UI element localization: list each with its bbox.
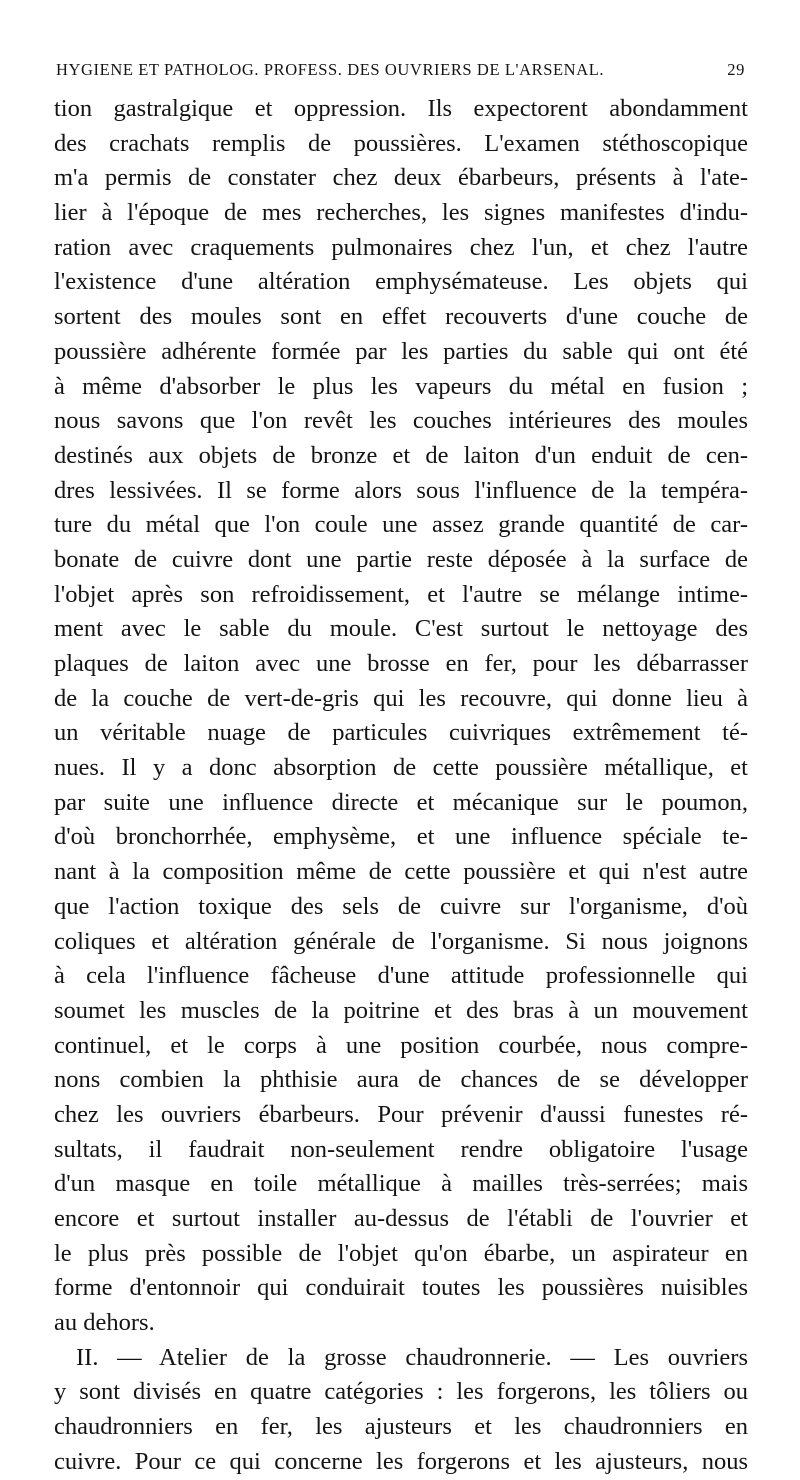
text-line: y sont divisés en quatre catégories : les forgerons, les tôliers ou — [54, 1378, 748, 1406]
running-head-title: HYGIENE ET PATHOLOG. PROFESS. DES OUVRIERS DE L'ARSENAL. — [56, 60, 605, 79]
text-line: cuivre. Pour ce qui concerne les forgerons et les ajusteurs, nous — [54, 1447, 748, 1475]
text-line: ture du métal que l'on coule une assez grande quantité de car- — [54, 511, 748, 539]
text-line: nons combien la phthisie aura de chances de se développer — [54, 1066, 748, 1094]
running-head — [56, 60, 745, 86]
text-line: forme d'entonnoir qui conduirait toutes les poussières nuisibles — [54, 1274, 748, 1302]
text-line: de la couche de vert-de-gris qui les recouvre, qui donne lieu à — [54, 684, 748, 712]
text-line: nues. Il y a donc absorption de cette poussière métallique, et — [54, 754, 748, 782]
text-line: lier à l'époque de mes recherches, les signes manifestes d'indu- — [54, 199, 748, 227]
text-line: le plus près possible de l'objet qu'on ébarbe, un aspirateur en — [54, 1239, 748, 1267]
text-line: au dehors. — [54, 1309, 155, 1337]
text-line: nous savons que l'on revêt les couches intérieures des moules — [54, 407, 748, 435]
text-line: ration avec craquements pulmonaires chez l'un, et chez l'autre — [54, 233, 748, 261]
text-line: poussière adhérente formée par les parties du sable qui ont été — [54, 337, 748, 365]
text-line: un véritable nuage de particules cuivriques extrêmement té- — [54, 719, 748, 747]
text-line: à même d'absorber le plus les vapeurs du métal en fusion ; — [54, 372, 748, 400]
text-line: d'où bronchorrhée, emphysème, et une influence spéciale te- — [54, 823, 748, 851]
text-line: à cela l'influence fâcheuse d'une attitude professionnelle qui — [54, 962, 748, 990]
text-line: continuel, et le corps à une position courbée, nous compre- — [54, 1031, 748, 1059]
text-line: l'objet après son refroidissement, et l'autre se mélange intime- — [54, 580, 748, 608]
text-line: tion gastralgique et oppression. Ils expectorent abondamment — [54, 95, 748, 122]
text-line: d'un masque en toile métallique à mailles très-serrées; mais — [54, 1170, 748, 1198]
text-line: m'a permis de constater chez deux ébarbeurs, présents à l'ate- — [54, 164, 748, 192]
text-line: chez les ouvriers ébarbeurs. Pour prévenir d'aussi funestes ré- — [54, 1100, 748, 1128]
text-line: plaques de laiton avec une brosse en fer, pour les débarrasser — [54, 650, 748, 677]
page-number: 29 — [727, 60, 745, 79]
body-text — [54, 92, 748, 1480]
text-line: que l'action toxique des sels de cuivre sur l'organisme, d'où — [54, 892, 748, 920]
text-line: soumet les muscles de la poitrine et des bras à un mouvement — [54, 996, 748, 1024]
text-line: chaudronniers en fer, les ajusteurs et les chaudronniers en — [54, 1413, 748, 1441]
paragraph-1 — [54, 92, 748, 1341]
section-heading-line: II. — Atelier de la grosse chaudronnerie. — Les ouvriers — [76, 1343, 748, 1371]
paragraph-2 — [54, 1341, 748, 1480]
text-line: bonate de cuivre dont une partie reste déposée à la surface de — [54, 545, 748, 573]
text-line: l'existence d'une altération emphysémateuse. Les objets qui — [54, 268, 748, 296]
text-line: ment avec le sable du moule. C'est surtout le nettoyage des — [54, 615, 748, 643]
text-line: sortent des moules sont en effet recouverts d'une couche de — [54, 303, 748, 331]
text-line: encore et surtout installer au-dessus de l'établi de l'ouvrier et — [54, 1205, 748, 1232]
text-line: destinés aux objets de bronze et de laiton d'un enduit de cen- — [54, 441, 748, 469]
text-line: des crachats remplis de poussières. L'examen stéthoscopique — [54, 129, 748, 157]
text-line: par suite une influence directe et mécanique sur le poumon, — [54, 788, 748, 816]
text-line: nant à la composition même de cette poussière et qui n'est autre — [54, 858, 748, 886]
text-line: sultats, il faudrait non-seulement rendre obligatoire l'usage — [54, 1135, 748, 1163]
text-line: dres lessivées. Il se forme alors sous l'influence de la tempéra- — [54, 476, 748, 504]
text-line: coliques et altération générale de l'organisme. Si nous joignons — [54, 927, 748, 955]
